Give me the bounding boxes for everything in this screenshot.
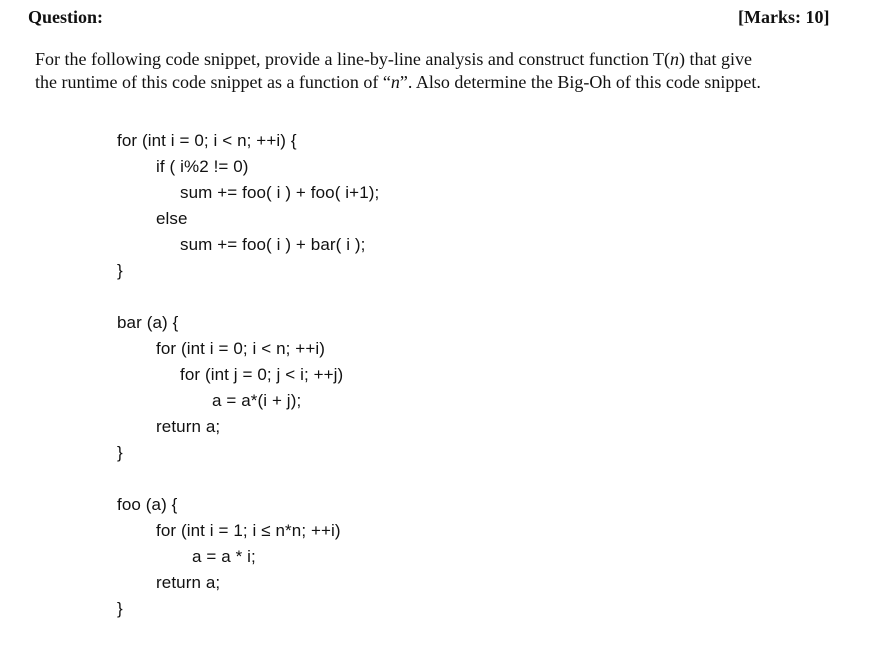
code-line: return a; [156,417,221,436]
code-line: a = a * i; [192,547,256,566]
question-prompt-line-2 [35,71,845,94]
code-line: for (int i = 1; i ≤ n*n; ++i) [156,521,341,540]
prompt-text: For the following code snippet, provide a line-by-line analysis and construct function T( [35,49,671,69]
code-line: } [117,443,123,462]
prompt-text: the runtime of this code snippet as a function of “ [35,72,391,92]
marks-label: [Marks: 10] [738,7,830,27]
code-line: for (int i = 0; i < n; ++i) { [117,131,297,150]
code-line: } [117,599,123,618]
code-line: for (int j = 0; j < i; ++j) [180,365,344,384]
prompt-text: ”. Also determine the Big-Oh of this code snippet. [399,72,761,92]
question-prompt-line-1 [35,48,845,71]
prompt-text: ) that give [679,49,753,69]
code-line: } [117,261,123,280]
question-label: Question: [28,7,104,27]
code-line: sum += foo( i ) + foo( i+1); [180,183,380,202]
code-line: sum += foo( i ) + bar( i ); [180,235,366,254]
code-line: bar (a) { [117,313,179,332]
code-line: a = a*(i + j); [212,391,302,410]
prompt-variable-n: n [670,49,680,69]
code-line: return a; [156,573,221,592]
code-line: foo (a) { [117,495,178,514]
code-line: else [156,209,188,228]
code-line: for (int i = 0; i < n; ++i) [156,339,325,358]
code-line: if ( i%2 != 0) [156,157,249,176]
prompt-variable-n: n [390,72,400,92]
